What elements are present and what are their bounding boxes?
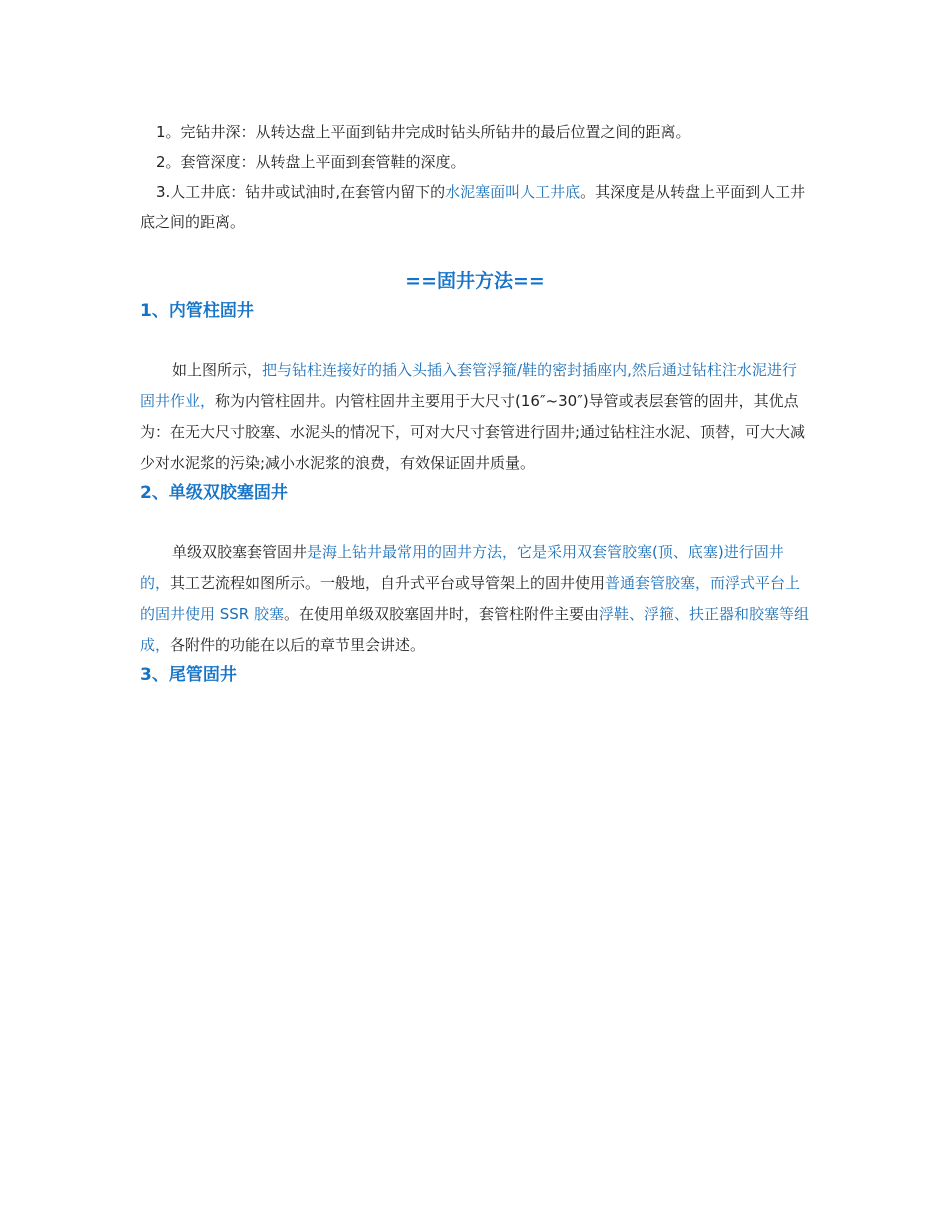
paragraph-single-stage-two-plug [140, 537, 810, 661]
paragraph-highlight: 是海上钻井最常用的固井方法，它是采用双套管胶塞(顶、底塞)进行固井的， [140, 543, 784, 592]
paragraph-text: 如上图所示， [172, 361, 263, 379]
definition-item-2 [140, 147, 810, 177]
heading-inner-string-cementing: 1、内管柱固井 [140, 301, 254, 321]
paragraph-highlight: 浮鞋、浮箍、扶正器和胶塞等组成， [140, 605, 810, 654]
definition-item-3 [140, 177, 810, 237]
paragraph-text: 各附件的功能在以后的章节里会讲述。 [170, 636, 426, 654]
heading-single-stage-two-plug: 2、单级双胶塞固井 [140, 483, 288, 503]
definition-text: 3.人工井底：钻井或试油时,在套管内留下的 [156, 183, 446, 201]
definition-item-1 [140, 117, 810, 147]
paragraph-text: 。在使用单级双胶塞固井时，套管柱附件主要由 [284, 605, 600, 623]
definition-text: 1。完钻井深：从转达盘上平面到钻井完成时钻头所钻井的最后位置之间的距离。 [156, 123, 691, 141]
definition-text: 。其深度是从转盘上平面到人工井底之间的距离。 [140, 183, 806, 231]
definition-highlight: 水泥塞面叫人工井底 [445, 183, 581, 201]
paragraph-text: 称为内管柱固井。内管柱固井主要用于大尺寸(16″~30″)导管或表层套管的固井，其优点为：在无大尺寸胶塞、水泥头的情况下，可对大尺寸套管进行固井;通过钻柱注水泥、顶替，可大大减少对水泥浆的污染;减小水泥浆的浪费，有效保证固井质量。 [140, 392, 806, 472]
paragraph-highlight: 普通套管胶塞，而浮式平台上的固井使用 SSR 胶塞 [140, 574, 801, 623]
paragraph-text: 单级双胶塞套管固井 [172, 543, 308, 561]
paragraph-highlight: 把与钻柱连接好的插入头插入套管浮箍/鞋的密封插座内,然后通过钻柱注水泥进行固井作业， [140, 361, 797, 410]
heading-liner-cementing: 3、尾管固井 [140, 665, 237, 685]
document-page [140, 0, 810, 689]
paragraph-inner-string-cementing [140, 355, 810, 479]
section-title: ==固井方法== [405, 270, 545, 292]
paragraph-text: 其工艺流程如图所示。一般地，自升式平台或导管架上的固井使用 [170, 574, 606, 592]
definition-text: 2。套管深度：从转盘上平面到套管鞋的深度。 [156, 153, 466, 171]
